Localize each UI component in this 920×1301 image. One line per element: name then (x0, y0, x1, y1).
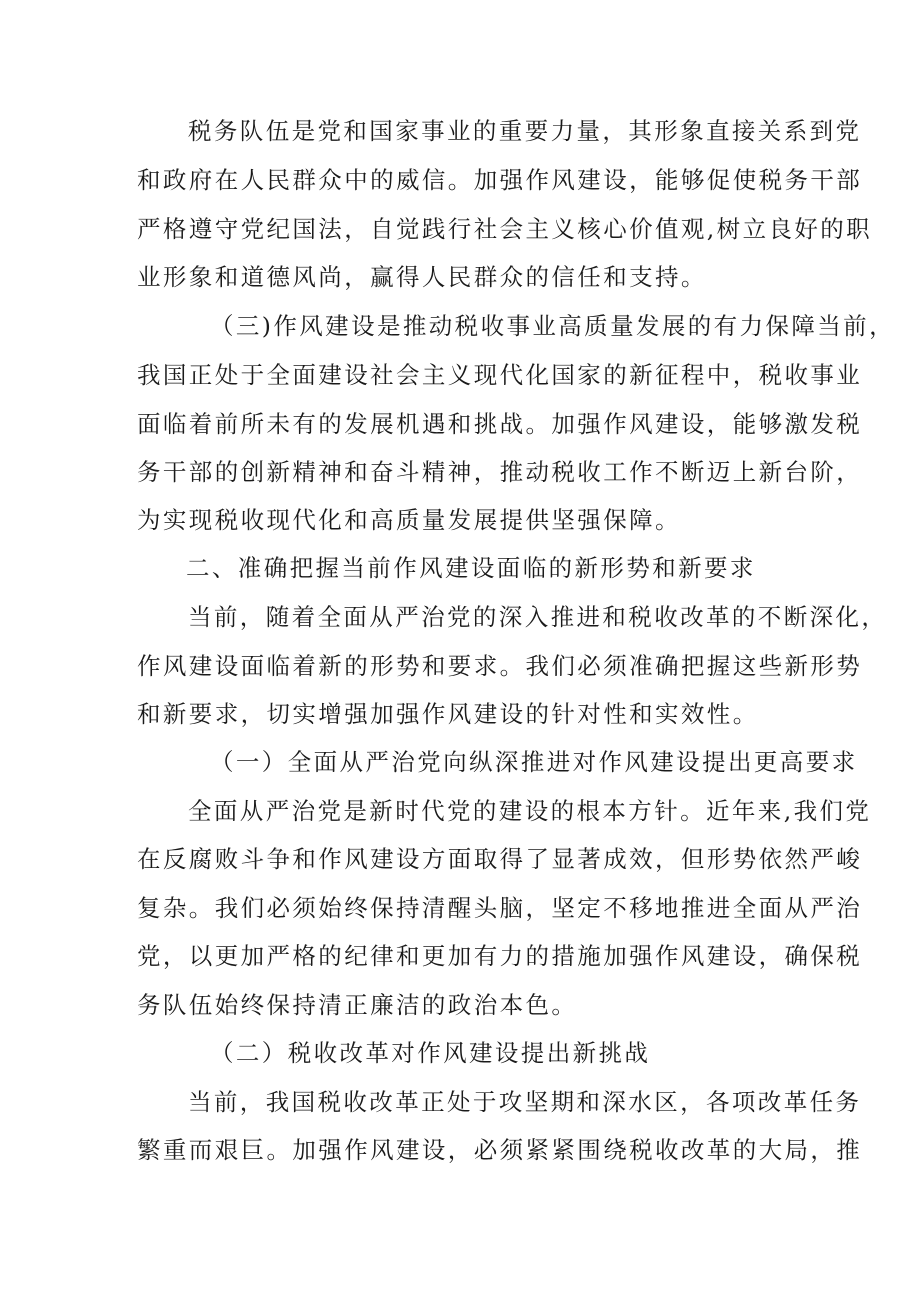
text-line: 和政府在人民群众中的威信。加强作风建设，能够促使税务干部 (137, 166, 863, 194)
text-line: 税务队伍是党和国家事业的重要力量，其形象直接关系到党 (188, 117, 862, 145)
text-line: 党，以更加严格的纪律和更加有力的措施加强作风建设，确保税 (137, 942, 863, 970)
text-line: 业形象和道德风尚，赢得人民群众的信任和支持。 (137, 263, 707, 291)
text-line: 复杂。我们必须始终保持清醒头脑，坚定不移地推进全面从严治 (137, 894, 863, 922)
text-line: 全面从严治党是新时代党的建设的根本方针。近年来,我们党 (188, 797, 872, 825)
text-line: 当前，我国税收改革正处于攻坚期和深水区，各项改革任务 (188, 1088, 862, 1116)
text-line: 繁重而艰巨。加强作风建设，必须紧紧围绕税收改革的大局，推 (137, 1136, 863, 1164)
text-line: 为实现税收现代化和高质量发展提供坚强保障。 (137, 506, 681, 534)
text-line: 务干部的创新精神和奋斗精神，推动税收工作不断迈上新台阶， (137, 458, 863, 486)
text-line: 务队伍始终保持清正廉洁的政治本色。 (137, 991, 578, 1019)
section-heading: （三)作风建设是推动税收事业高质量发展的有力保障当前， (210, 312, 895, 340)
text-line: 和新要求，切实增强加强作风建设的针对性和实效性。 (137, 700, 759, 728)
text-line: 严格遵守党纪国法，自觉践行社会主义核心价值观,树立良好的职 (137, 215, 873, 243)
section-heading: 二、准确把握当前作风建设面临的新形势和新要求 (186, 554, 756, 582)
text-line: 我国正处于全面建设社会主义现代化国家的新征程中，税收事业 (137, 361, 863, 389)
text-line: 面临着前所未有的发展机遇和挑战。加强作风建设，能够激发税 (137, 410, 863, 438)
text-line: 当前，随着全面从严治党的深入推进和税收改革的不断深化， (188, 603, 888, 631)
section-heading: （一）全面从严治党向纵深推进对作风建设提出更高要求 (210, 748, 858, 776)
section-heading: （二）税收改革对作风建设提出新挑战 (210, 1039, 651, 1067)
text-line: 作风建设面临着新的形势和要求。我们必须准确把握这些新形势 (137, 652, 863, 680)
text-line: 在反腐败斗争和作风建设方面取得了显著成效，但形势依然严峻 (137, 845, 863, 873)
